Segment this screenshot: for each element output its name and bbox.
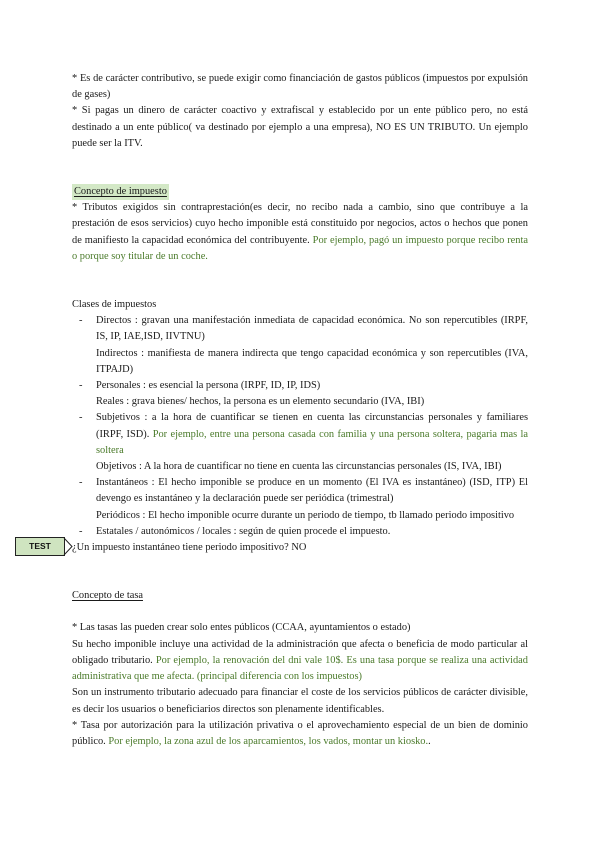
- intro-paragraph-1: * Es de carácter contributivo, se puede exigir como financiación de gastos públicos (impuestos por expulsión de gases): [72, 73, 528, 101]
- clase-personales: - Personales : es esencial la persona (IRPF, ID, IP, IDS): [96, 380, 321, 392]
- document-page: [29, 71, 528, 750]
- clase-periodicos: Periódicos : El hecho imponible ocurre durante un periodo de tiempo, tb llamado periodo impositivo: [96, 509, 515, 521]
- impuesto-heading: Concepto de impuesto: [72, 184, 169, 200]
- tasa-paragraph-1: * Las tasas las pueden crear solo entes públicos (CCAA, ayuntamientos o estado): [72, 622, 411, 634]
- clase-objetivos: Objetivos : A la hora de cuantificar no tiene en cuenta las circunstancias personales (IS, IVA, IBI): [96, 461, 502, 473]
- clase-instantaneos: - Instantáneos : El hecho imponible se produce en un momento (El IVA es instantáneo) (ISD, ITP) El devengo es instantáneo y la declaración puede ser periódica (trimestral): [96, 477, 528, 505]
- clase-subjetivos: [96, 410, 528, 459]
- impuesto-example: Por ejemplo, pagó un impuesto porque recibo renta o porque soy titular de un coche.: [72, 234, 528, 262]
- list-item: [96, 524, 528, 540]
- list-item: [96, 313, 528, 378]
- tasa-p4-text: * Tasa por autorización para la utilización privativa o el aprovechamiento especial de un bien de dominio público.: [72, 719, 528, 747]
- list-item: [96, 410, 528, 475]
- test-question: ¿Un impuesto instantáneo tiene periodo impositivo? NO: [72, 542, 307, 554]
- clase-subjetivos-text: Subjetivos : a la hora de cuantificar se tienen en cuenta las circunstancias personales y familiares (IRPF, ISD).: [96, 412, 528, 440]
- clases-title: Clases de impuestos: [72, 299, 157, 311]
- tasa-p2-text: Su hecho imponible incluye una actividad de la administración que afecta o beneficia de modo particular al obligado tributario.: [72, 638, 528, 666]
- clase-directos: - Directos : gravan una manifestación inmediata de capacidad económica. No son repercutibles (IRPF, IS, IP, IAE,ISD, IIVTNU): [96, 315, 528, 343]
- intro-paragraph-2: * Si pagas un dinero de carácter coactivo y extrafiscal y establecido por un ente público pero, no está destinado a un ente público( va destinado por ejemplo a una empresa), NO ES UN TRIBUTO. Un ejemplo puede ser la ITV.: [72, 105, 528, 149]
- tasa-paragraph-3: Son un instrumento tributario adecuado para financiar el coste de los servicios públicos de carácter divisible, es decir los usuarios o beneficiarios directos son plenamente identificables.: [72, 687, 528, 715]
- tasa-heading: Concepto de tasa: [72, 590, 143, 602]
- tasa-heading-line: [72, 588, 528, 604]
- clase-indirectos: Indirectos : manifiesta de manera indirecta que tengo capacidad económica y son repercutibles (IVA, ITPAJD): [96, 347, 528, 375]
- clase-subjetivos-example: Por ejemplo, entre una persona casada con familia y una persona soltera, pagaria mas la soltera: [96, 428, 528, 456]
- list-item: [96, 475, 528, 524]
- list-item: [96, 378, 528, 410]
- test-badge: TEST: [15, 537, 65, 556]
- tasa-paragraph-2: [72, 637, 528, 686]
- clase-estatales: - Estatales / autonómicos / locales : según de quien procede el impuesto.: [96, 525, 391, 537]
- tasa-p4-example: Por ejemplo, la zona azul de los aparcamientos, los vados, montar un kiosko.: [108, 735, 429, 747]
- clase-reales: Reales : grava bienes/ hechos, la persona es un elemento secundario (IVA, IBI): [96, 396, 425, 408]
- chevron-right-icon: [63, 537, 73, 556]
- clases-list: [72, 313, 528, 540]
- impuesto-paragraph: [72, 200, 528, 265]
- impuesto-body: * Tributos exigidos sin contraprestación(es decir, no recibo nada a cambio, sino que contribuye a la prestación de esos servicios) cuyo hecho imponible está constituido por negocios, actos o hechos que ponen de manifiesto la capacidad económica del contribuyente.: [72, 202, 528, 246]
- tasa-paragraph-4: [72, 718, 528, 750]
- test-row: [29, 540, 528, 556]
- tasa-p2-example: Por ejemplo, la renovación del dni vale 10$. Es una tasa porque se realiza una actividad administrativa que me afecta. (principal diferencia con los impuestos): [72, 654, 528, 683]
- impuesto-heading-line: [72, 184, 528, 200]
- tasa-p4-tail: .: [428, 735, 431, 747]
